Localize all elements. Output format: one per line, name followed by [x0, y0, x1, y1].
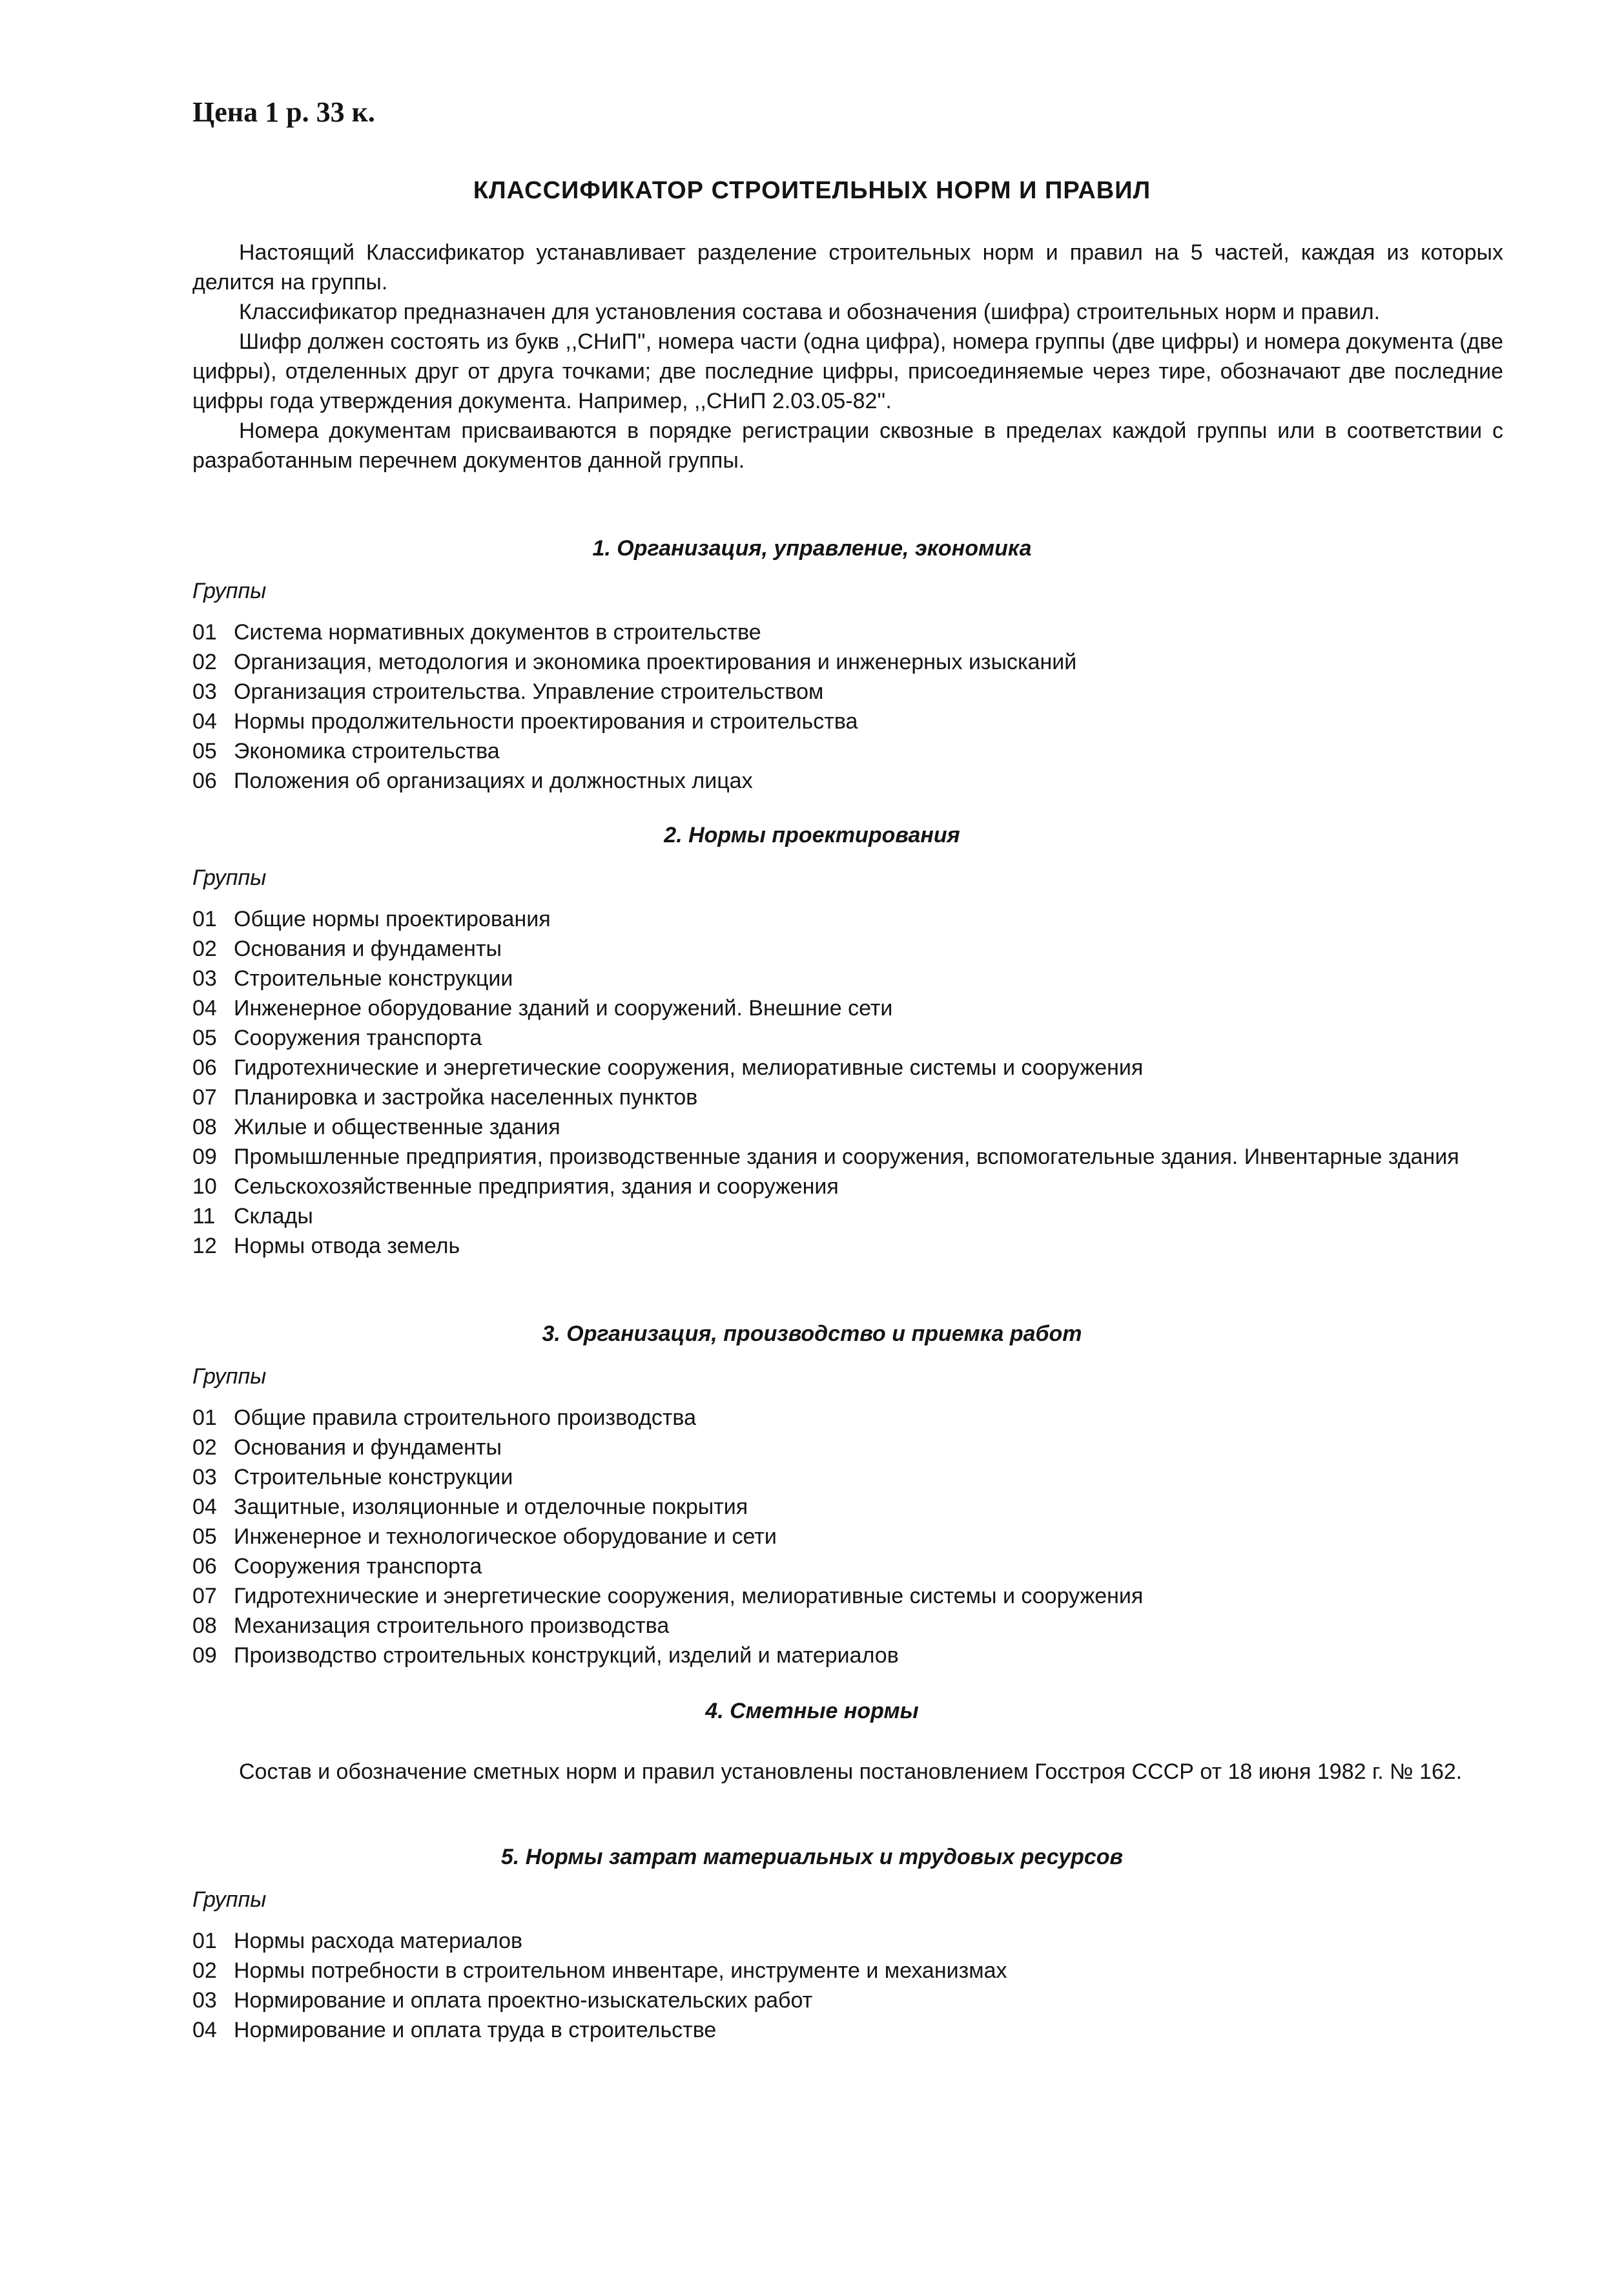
group-number: 01 — [192, 1406, 217, 1430]
group-number: 05 — [192, 739, 217, 763]
group-item — [192, 904, 1484, 934]
group-number: 10 — [192, 1174, 217, 1199]
section-paragraph: Состав и обозначение сметных норм и правил установлены постановлением Госстроя СССР от 18 июня 1982 г. № 162. — [239, 1759, 1463, 1784]
group-number: 02 — [192, 937, 217, 961]
group-number: 02 — [192, 1435, 217, 1460]
group-item — [192, 1926, 1484, 1956]
group-number: 11 — [192, 1204, 216, 1229]
group-title: Гидротехнические и энергетические сооружения, мелиоративные системы и сооружения — [234, 1055, 1144, 1080]
group-item — [192, 1641, 1484, 1670]
group-title: Жилые и общественные здания — [234, 1115, 560, 1139]
group-item — [192, 993, 1484, 1023]
group-title: Нормы расхода материалов — [234, 1929, 523, 1953]
group-number: 08 — [192, 1613, 217, 1638]
group-number: 03 — [192, 679, 217, 704]
group-item — [192, 1986, 1484, 2015]
group-title: Сельскохозяйственные предприятия, здания и сооружения — [234, 1174, 839, 1199]
group-title: Нормирование и оплата проектно-изыскательских работ — [234, 1988, 813, 2013]
group-title: Сооружения транспорта — [234, 1554, 482, 1579]
group-number: 08 — [192, 1115, 217, 1139]
group-number: 07 — [192, 1584, 217, 1608]
group-item — [192, 647, 1484, 677]
group-title: Нормирование и оплата труда в строительстве — [234, 2018, 717, 2042]
groups-label: Группы — [192, 579, 267, 603]
intro-paragraph: Шифр должен состоять из букв ,,СНиП'', номера части (одна цифра), номера группы (две цифры) и номера документа (две цифры), отделенных друг от друга точками; две последние цифры, присоединяемые через тире, обозначают две последние цифры года утверждения документа. Например, ,,СНиП 2.03.05-82''. — [192, 329, 1503, 413]
group-item — [192, 1083, 1484, 1112]
group-title: Инженерное и технологическое оборудование и сети — [234, 1524, 777, 1549]
price-label: Цена 1 р. 33 к. — [192, 96, 375, 128]
group-number: 09 — [192, 1643, 217, 1668]
intro-paragraph: Номера документам присваиваются в порядке регистрации сквозные в пределах каждой группы или в соответствии с разработанным перечнем документов данной группы. — [192, 419, 1503, 473]
group-item — [192, 1403, 1484, 1433]
group-item — [192, 2015, 1484, 2045]
group-number: 05 — [192, 1026, 217, 1050]
group-list — [192, 1403, 1484, 1670]
group-number: 01 — [192, 907, 217, 931]
group-item — [192, 1522, 1484, 1551]
group-list — [192, 904, 1484, 1261]
group-number: 07 — [192, 1085, 217, 1110]
group-number: 01 — [192, 1929, 217, 1953]
group-item — [192, 1611, 1484, 1641]
group-title: Общие нормы проектирования — [234, 907, 551, 931]
group-title: Организация, методология и экономика проектирования и инженерных изысканий — [234, 650, 1077, 674]
section-heading: 1. Организация, управление, экономика — [592, 536, 1032, 561]
group-number: 06 — [192, 769, 217, 793]
group-item — [192, 934, 1484, 964]
group-number: 03 — [192, 1465, 217, 1489]
groups-label: Группы — [192, 1364, 267, 1389]
groups-label: Группы — [192, 866, 267, 890]
group-item — [192, 1433, 1484, 1462]
group-item — [192, 736, 1484, 766]
group-item — [192, 1581, 1484, 1611]
group-title: Строительные конструкции — [234, 966, 513, 991]
group-number: 09 — [192, 1145, 217, 1169]
group-title: Инженерное оборудование зданий и сооружений. Внешние сети — [234, 996, 893, 1021]
group-title: Положения об организациях и должностных лицах — [234, 769, 753, 793]
group-number: 03 — [192, 966, 217, 991]
group-title: Нормы отвода земель — [234, 1234, 460, 1258]
group-item — [192, 617, 1484, 647]
intro-paragraph: Классификатор предназначен для установления состава и обозначения (шифра) строительных норм и правил. — [239, 300, 1381, 324]
section-text — [192, 1757, 1503, 1787]
group-title: Организация строительства. Управление строительством — [234, 679, 824, 704]
group-item — [192, 1551, 1484, 1581]
group-title: Система нормативных документов в строительстве — [234, 620, 761, 645]
group-item — [192, 1112, 1484, 1142]
group-item — [192, 1462, 1484, 1492]
section-heading: 3. Организация, производство и приемка работ — [542, 1322, 1082, 1346]
group-number: 02 — [192, 650, 217, 674]
group-item — [192, 1023, 1484, 1053]
group-item — [192, 1231, 1484, 1261]
group-number: 06 — [192, 1055, 217, 1080]
section-heading: 2. Нормы проектирования — [664, 823, 960, 847]
group-number: 01 — [192, 620, 217, 645]
group-title: Основания и фундаменты — [234, 1435, 502, 1460]
group-number: 02 — [192, 1958, 217, 1983]
group-list — [192, 617, 1484, 796]
document-title: КЛАССИФИКАТОР СТРОИТЕЛЬНЫХ НОРМ И ПРАВИЛ — [473, 177, 1151, 204]
group-title: Общие правила строительного производства — [234, 1406, 696, 1430]
group-title: Нормы продолжительности проектирования и строительства — [234, 709, 858, 734]
group-title: Гидротехнические и энергетические сооружения, мелиоративные системы и сооружения — [234, 1584, 1144, 1608]
group-item — [192, 1053, 1484, 1083]
groups-label: Группы — [192, 1887, 267, 1912]
group-item — [192, 1201, 1484, 1231]
section-heading: 5. Нормы затрат материальных и трудовых ресурсов — [500, 1845, 1124, 1869]
group-number: 05 — [192, 1524, 217, 1549]
intro-paragraph: Настоящий Классификатор устанавливает разделение строительных норм и правил на 5 частей, каждая из которых делится на группы. — [192, 240, 1503, 295]
group-title: Строительные конструкции — [234, 1465, 513, 1489]
group-number: 06 — [192, 1554, 217, 1579]
group-item — [192, 1492, 1484, 1522]
group-number: 03 — [192, 1988, 217, 2013]
group-title: Планировка и застройка населенных пунктов — [234, 1085, 698, 1110]
group-number: 04 — [192, 709, 217, 734]
group-item — [192, 677, 1484, 707]
group-title: Защитные, изоляционные и отделочные покрытия — [234, 1495, 748, 1519]
intro-text — [192, 238, 1503, 475]
group-title: Склады — [234, 1204, 313, 1229]
group-title: Промышленные предприятия, производственные здания и сооружения, вспомогательные здания. Инвентарные здания — [234, 1145, 1459, 1169]
group-list — [192, 1926, 1484, 2045]
group-title: Производство строительных конструкций, изделий и материалов — [234, 1643, 899, 1668]
group-title: Экономика строительства — [234, 739, 500, 763]
group-number: 12 — [192, 1234, 217, 1258]
group-item — [192, 707, 1484, 736]
group-item — [192, 964, 1484, 993]
group-item — [192, 1142, 1484, 1172]
group-title: Сооружения транспорта — [234, 1026, 482, 1050]
group-number: 04 — [192, 2018, 217, 2042]
group-number: 04 — [192, 1495, 217, 1519]
group-item — [192, 1172, 1484, 1201]
group-number: 04 — [192, 996, 217, 1021]
group-item — [192, 766, 1484, 796]
group-item — [192, 1956, 1484, 1986]
group-title: Механизация строительного производства — [234, 1613, 670, 1638]
section-heading: 4. Сметные нормы — [705, 1699, 919, 1723]
group-title: Основания и фундаменты — [234, 937, 502, 961]
group-title: Нормы потребности в строительном инвентаре, инструменте и механизмах — [234, 1958, 1007, 1983]
